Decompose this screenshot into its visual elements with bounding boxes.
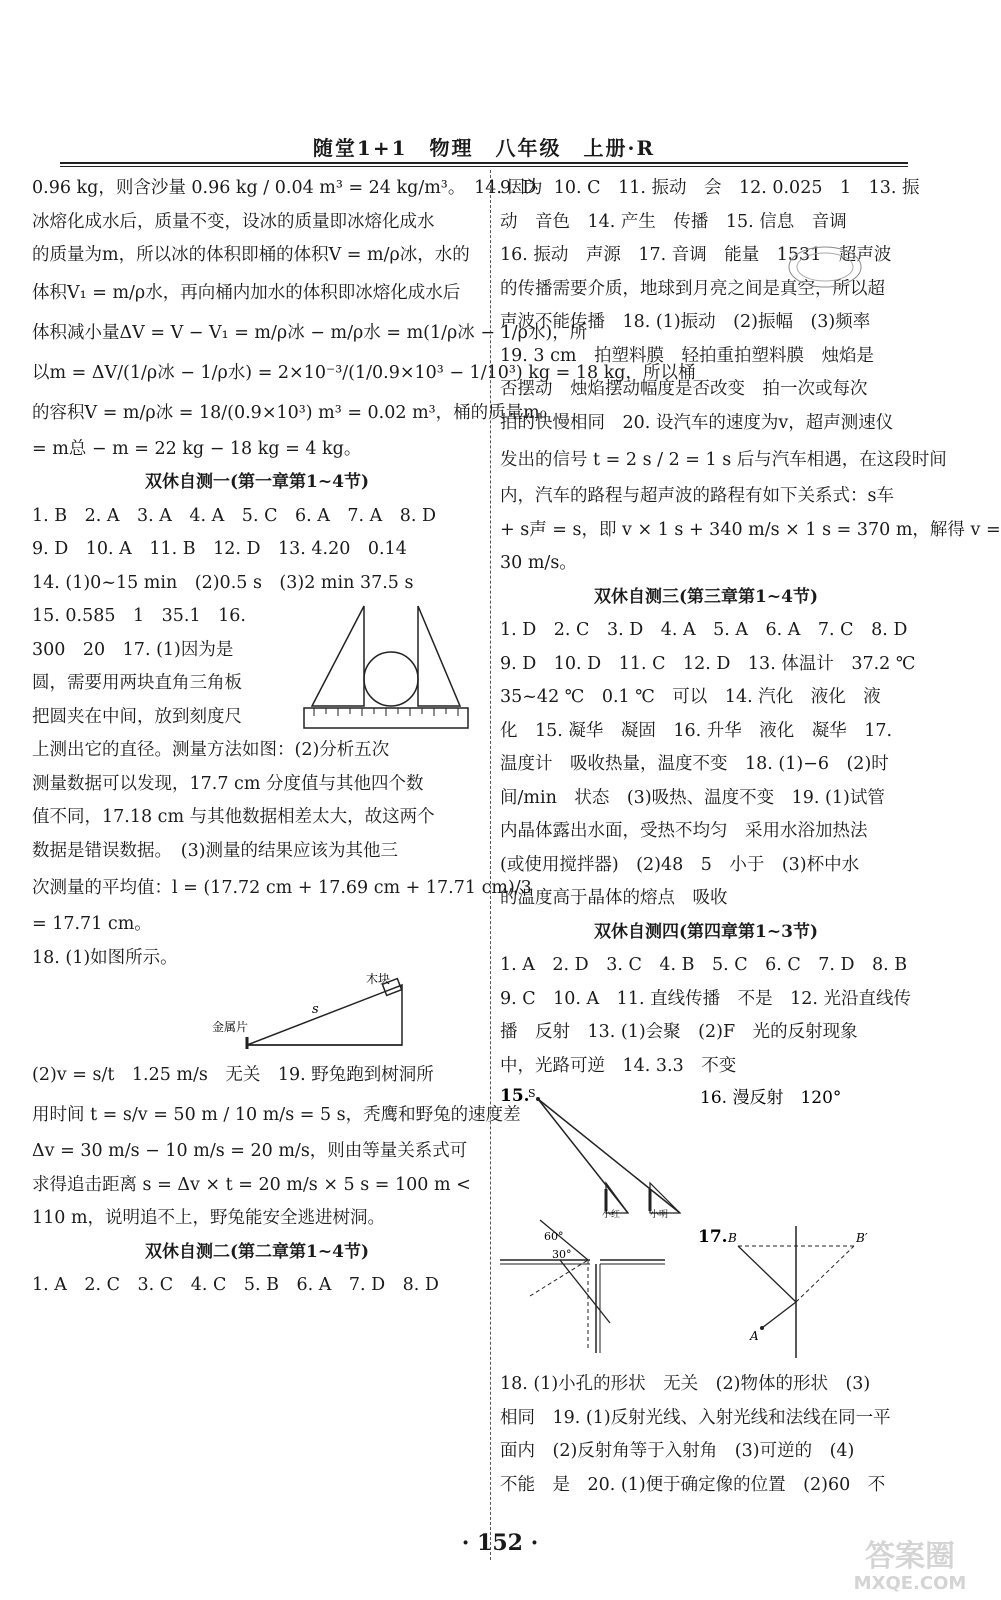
answer-line: 9. D 10. D 11. C 12. D 13. 体温计 37.2 ℃ <box>500 653 916 674</box>
answer-line: 相同 19. (1)反射光线、入射光线和法线在同一平 <box>500 1407 891 1428</box>
text-line: 体积V₁ = m/ρ水，再向桶内加水的体积即冰熔化成水后 <box>32 282 461 303</box>
answer-line: 动 音色 14. 产生 传播 15. 信息 音调 <box>500 211 847 232</box>
watermark <box>825 1540 995 1598</box>
text-line: = m总 − m = 22 kg − 18 kg = 4 kg。 <box>32 438 362 459</box>
answer-line: 9. C 10. A 11. 直线传播 不是 12. 光沿直线传 <box>500 988 911 1009</box>
answer-line: 把圆夹在中间，放到刻度尺 <box>32 706 242 727</box>
fig15-red-label: 小红 <box>602 1210 621 1220</box>
answer-line: = 17.71 cm。 <box>32 914 152 934</box>
answer-line: 内晶体露出水面，受热不均匀 采用水浴加热法 <box>500 821 868 841</box>
answer-line: 上测出它的直径。测量方法如图：(2)分析五次 <box>32 740 390 760</box>
text-line: 冰熔化成水后，质量不变，设冰的质量即冰熔化成水 <box>32 211 435 232</box>
answer-line: 温度计 吸收热量，温度不变 18. (1)−6 (2)时 <box>500 754 889 774</box>
answer-line: 9. D 10. C 11. 振动 会 12. 0.025 1 13. 振 <box>500 178 920 198</box>
text-line: 以m = ΔV/(1/ρ冰 − 1/ρ水) = 2×10⁻³/(1/0.9×10³ − 1/10³) kg = 18 kg，所以桶 <box>32 362 696 383</box>
answer-line: 1. B 2. A 3. A 4. A 5. C 6. A 7. A 8. D <box>32 505 437 526</box>
fig17-label: 17. <box>698 1227 728 1247</box>
answer-line: 1. A 2. D 3. C 4. B 5. C 6. C 7. D 8. B <box>500 955 908 975</box>
answer-line: 测量数据可以发现，17.7 cm 分度值与其他四个数 <box>32 773 424 794</box>
answer-line: 面内 (2)反射角等于入射角 (3)可逆的 (4) <box>500 1441 855 1461</box>
answer-line: 9. D 10. A 11. B 12. D 13. 4.20 0.14 <box>32 539 407 559</box>
answer-line: 的传播需要介质，地球到月亮之间是真空，所以超 <box>500 278 885 299</box>
answer-line: 19. 3 cm 拍塑料膜 轻拍重拍塑料膜 烛焰是 <box>500 345 874 366</box>
page-number: · 152 · <box>461 1530 539 1556</box>
answer-line: 拍的快慢相同 20. 设汽车的速度为v，超声测速仪 <box>500 412 894 433</box>
section-title: 双休自测二(第二章第1~4节) <box>145 1241 369 1262</box>
answer-line: 中，光路可逆 14. 3.3 不变 <box>500 1055 737 1076</box>
fig15-source-label: S <box>528 1087 536 1100</box>
text-line: 的质量为m，所以冰的体积即桶的体积V = m/ρ冰，水的 <box>32 245 470 265</box>
answer-line: 15. 0.585 1 35.1 16. <box>32 606 246 626</box>
fig18-label-block: 木块 <box>366 972 391 986</box>
answer-line: 110 m，说明追不上，野兔能安全逃进树洞。 <box>32 1208 386 1228</box>
answer-line: (或使用搅拌器) (2)48 5 小于 (3)杯中水 <box>500 854 860 875</box>
answer-line: 1. A 2. C 3. C 4. C 5. B 6. A 7. D 8. D <box>32 1275 439 1295</box>
watermark-url: MXQE.COM <box>853 1573 967 1594</box>
header-rule <box>60 162 908 164</box>
incline-figure <box>32 972 482 1055</box>
right-column <box>500 172 1001 1502</box>
fig16-angle-30: 30° <box>552 1248 572 1261</box>
answer-line: 35~42 ℃ 0.1 ℃ 可以 14. 汽化 液化 液 <box>500 687 881 707</box>
answer-line: (2)v = s/t 1.25 m/s 无关 19. 野兔跑到树洞所 <box>32 1065 434 1085</box>
answer-line: 化 15. 凝华 凝固 16. 升华 液化 凝华 17. <box>500 720 893 741</box>
fig15-ming-label: 小明 <box>650 1210 669 1220</box>
answer-line: 内，汽车的路程与超声波的路程有如下关系式：s车 <box>500 486 894 506</box>
answer-line: 不能 是 20. (1)便于确定像的位置 (2)60 不 <box>500 1474 886 1495</box>
answer-line: 次测量的平均值：l = (17.72 cm + 17.69 cm + 17.71 cm)/3 <box>32 878 532 898</box>
fig17-bprime-label: B′ <box>856 1231 868 1245</box>
answer-line: 用时间 t = s/v = 50 m / 10 m/s = 5 s，秃鹰和野兔的速度差 <box>32 1105 521 1125</box>
answer-line: 数据是错误数据。 (3)测量的结果应该为其他三 <box>32 840 399 861</box>
answer-line: 1. D 2. C 3. D 4. A 5. A 6. A 7. C 8. D <box>500 620 908 640</box>
fig17-b-label: B <box>728 1231 737 1245</box>
answer-line: 16. 振动 声源 17. 音调 能量 1531 超声波 <box>500 245 892 265</box>
answer-line: 求得追击距离 s = Δv × t = 20 m/s × 5 s = 100 m < <box>32 1174 471 1195</box>
answer-line: 播 反射 13. (1)会聚 (2)F 光的反射现象 <box>500 1022 858 1042</box>
answer-line: 18. (1)小孔的形状 无关 (2)物体的形状 (3) <box>500 1374 871 1394</box>
text-line: 的容积V = m/ρ冰 = 18/(0.9×10³) m³ = 0.02 m³，桶的质量m₀ <box>32 402 547 423</box>
answer-line: 30 m/s。 <box>500 553 577 573</box>
answer-line: 14. (1)0~15 min (2)0.5 s (3)2 min 37.5 s <box>32 572 414 593</box>
corner-stamp <box>785 242 865 292</box>
answer-line: 声波不能传播 18. (1)振动 (2)振幅 (3)频率 <box>500 312 871 332</box>
section-title: 双休自测一(第一章第1~4节) <box>145 472 369 492</box>
answer-line: 发出的信号 t = 2 s / 2 = 1 s 后与汽车相遇，在这段时间 <box>500 450 947 470</box>
answer-line: 18. (1)如图所示。 <box>32 947 178 968</box>
answer-16: 16. 漫反射 120° <box>700 1088 842 1108</box>
fig16-angle-60: 60° <box>544 1230 564 1243</box>
answer-line: 值不同，17.18 cm 与其他数据相差太大，故这两个 <box>32 807 435 827</box>
answer-line: + s声 = s，即 v × 1 s + 340 m/s × 1 s = 370 m，解得 v = <box>500 519 1001 540</box>
fig18-label-plate: 金属片 <box>212 1020 249 1034</box>
text-line: 0.96 kg，则含沙量 0.96 kg / 0.04 m³ = 24 kg/m³。 14. 因为 <box>32 178 543 198</box>
running-header: 随堂1+1 物理 八年级 上册·R <box>312 136 656 160</box>
section-title: 双休自测四(第四章第1~3节) <box>594 921 818 942</box>
shadow-ray-figure <box>500 1083 912 1218</box>
fig17-a-label: A <box>750 1329 759 1343</box>
answer-line: 间/min 状态 (3)吸热、温度不变 19. (1)试管 <box>500 787 885 808</box>
text-line: 体积减小量ΔV = V − V₁ = m/ρ冰 − m/ρ水 = m(1/ρ冰 − 1/ρ水)，所 <box>32 322 588 343</box>
answer-line: 否摆动 烛焰摆动幅度是否改变 拍一次或每次 <box>500 379 868 399</box>
section-title: 双休自测三(第三章第1~4节) <box>594 586 818 607</box>
answer-line: 圆，需要用两块直角三角板 <box>32 673 242 693</box>
fig15-label: 15. <box>500 1086 530 1106</box>
header-rule-thin <box>60 166 908 167</box>
watermark-logo: 答案圈 <box>865 1539 955 1574</box>
fig18-label-s: s <box>312 1002 319 1017</box>
answer-line: Δv = 30 m/s − 10 m/s = 20 m/s，则由等量关系式可 <box>32 1141 468 1161</box>
answer-line: 的温度高于晶体的熔点 吸收 <box>500 888 728 908</box>
mirror-figures <box>500 1218 912 1368</box>
ruler-triangle-figure <box>302 600 472 740</box>
answer-line: 300 20 17. (1)因为是 <box>32 639 234 660</box>
